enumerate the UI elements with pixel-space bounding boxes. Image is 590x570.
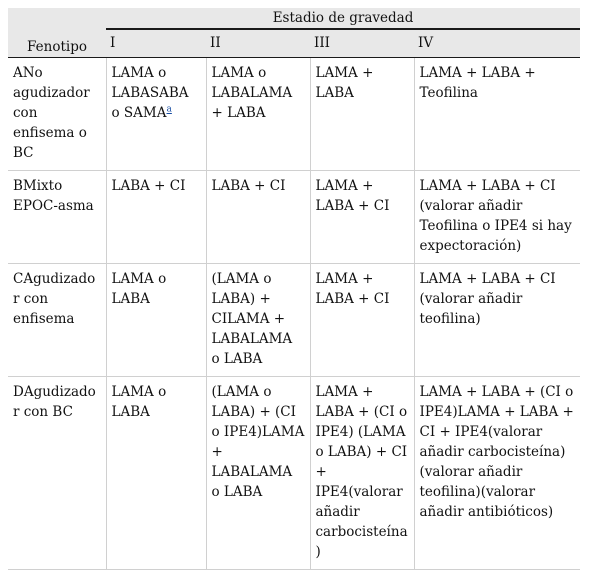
header-stage-2: II: [206, 29, 310, 58]
table-row: [8, 264, 580, 377]
stage-cell: LAMA o LABA: [106, 377, 206, 570]
stage-cell: LAMA + LABA + (CI o IPE4)LAMA + LABA + CI + IPE4(valorar añadir carbocisteína) (valorar añadir teofilina)(valorar añadir antibióticos): [414, 377, 580, 570]
stage-cell: LABA + CI: [106, 171, 206, 264]
phenotype-cell: BMixto EPOC-asma: [8, 171, 106, 264]
phenotype-cell: CAgudizador con enfisema: [8, 264, 106, 377]
footnote-link[interactable]: a: [166, 104, 172, 115]
phenotype-cell: DAgudizador con BC: [8, 377, 106, 570]
stage-cell: LAMA + LABA + CI (valorar añadir Teofilina o IPE4 si hay expectoración): [414, 171, 580, 264]
header-row-group: [8, 8, 580, 29]
phenotype-cell: ANo agudizador con enfisema o BC: [8, 58, 106, 171]
stage-cell: LABA + CI: [206, 171, 310, 264]
stage-cell: LAMA + LABA + Teofilina: [414, 58, 580, 171]
stage-cell: (LAMA o LABA) + (CI o IPE4)LAMA + LABALAMA o LABA: [206, 377, 310, 570]
stage-cell: LAMA + LABA + CI (valorar añadir teofilina): [414, 264, 580, 377]
stage-cell: LAMA + LABA + CI: [310, 171, 414, 264]
header-stage-group: Estadio de gravedad: [106, 8, 580, 29]
table-row: [8, 171, 580, 264]
stage-cell: LAMA + LABA: [310, 58, 414, 171]
stage-cell: LAMA + LABA + CI: [310, 264, 414, 377]
table-row: [8, 377, 580, 570]
stage-cell: LAMA o LABA: [106, 264, 206, 377]
stage-cell: [106, 58, 206, 171]
table-row: [8, 58, 580, 171]
treatment-table-container: [8, 8, 580, 570]
stage-cell-text: LAMA o LABASABA o SAMA: [111, 65, 189, 121]
header-stage-1: I: [106, 29, 206, 58]
header-phenotype: Fenotipo: [8, 8, 106, 58]
header-stage-4: IV: [414, 29, 580, 58]
stage-cell: LAMA + LABA + (CI o IPE4) (LAMA o LABA) + CI + IPE4(valorar añadir carbocisteína): [310, 377, 414, 570]
treatment-table: [8, 8, 580, 570]
stage-cell: (LAMA o LABA) + CILAMA + LABALAMA o LABA: [206, 264, 310, 377]
stage-cell: LAMA o LABALAMA + LABA: [206, 58, 310, 171]
header-stage-3: III: [310, 29, 414, 58]
